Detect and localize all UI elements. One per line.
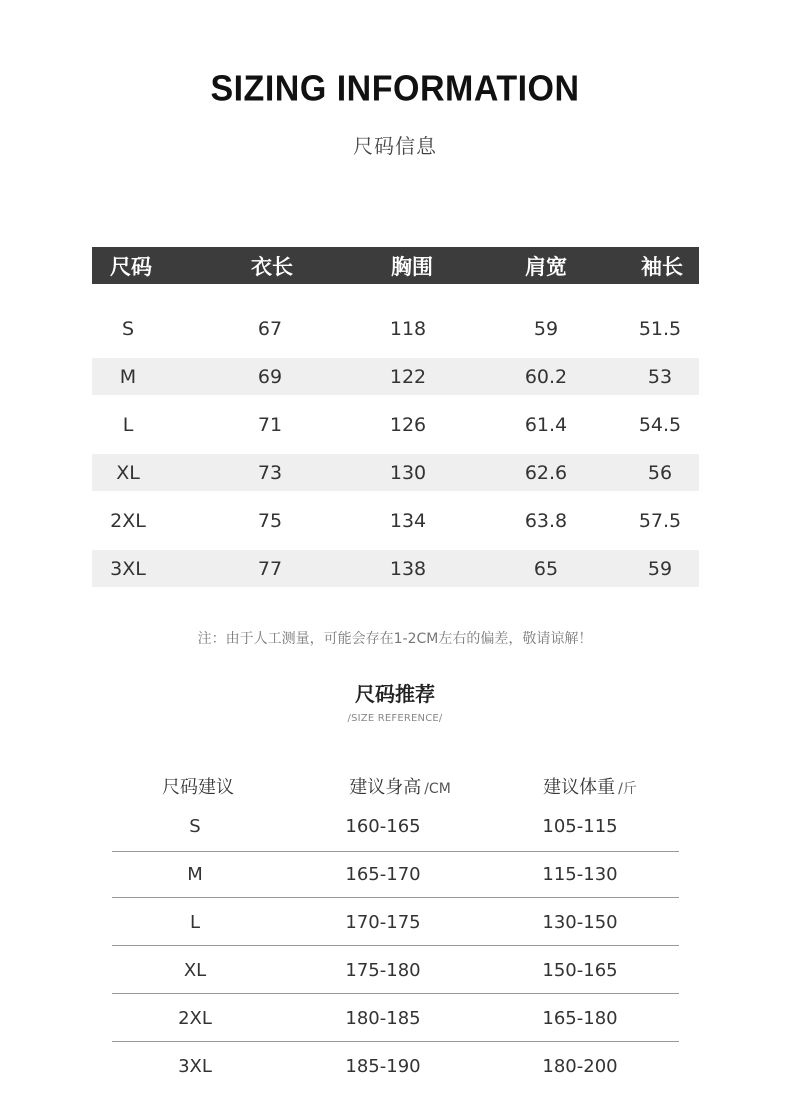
list-item [112,994,679,1042]
rec-cell-weight: 105-115 [542,815,618,837]
cell-chest: 130 [389,461,427,484]
page-title: SIZING INFORMATION [210,69,580,109]
rec-cell-height: 180-185 [345,1007,421,1029]
size-table [92,247,699,587]
rec-cell-weight: 115-130 [542,863,618,885]
rec-header-height [330,773,470,799]
cell-sleeve: 59 [647,557,673,580]
cell-length: 71 [257,413,283,436]
list-item [112,898,679,946]
rec-header-height-unit: /CM [424,781,451,797]
cell-shoulder: 59 [533,317,559,340]
cell-shoulder: 62.6 [524,461,568,484]
list-item [112,802,679,850]
cell-length: 77 [257,557,283,580]
cell-size: 2XL [110,509,146,532]
rec-cell-height: 175-180 [345,959,421,981]
cell-sleeve: 51.5 [638,317,682,340]
rec-cell-size: M [187,863,203,885]
cell-chest: 122 [389,365,427,388]
rec-cell-size: L [189,911,201,933]
rec-header-size-label: 尺码建议 [162,777,234,798]
rec-cell-weight: 165-180 [542,1007,618,1029]
rec-cell-size: S [189,815,201,837]
column-header-sleeve: 袖长 [641,254,683,279]
rec-cell-weight: 130-150 [542,911,618,933]
cell-size: 3XL [110,557,146,580]
recommendation-subtitle: /SIZE REFERENCE/ [347,713,443,724]
cell-length: 69 [257,365,283,388]
cell-chest: 134 [389,509,427,532]
cell-shoulder: 65 [533,557,559,580]
rec-cell-size: 2XL [178,1007,212,1029]
cell-sleeve: 53 [647,365,673,388]
recommendation-title: 尺码推荐 [355,682,435,706]
column-header-shoulder: 肩宽 [525,254,567,279]
rec-header-height-label: 建议身高 [349,777,422,798]
column-header-length: 衣长 [251,254,293,279]
rec-cell-size: XL [183,959,207,981]
cell-chest: 126 [389,413,427,436]
cell-size: L [122,413,134,436]
rec-cell-weight: 150-165 [542,959,618,981]
list-item [112,1042,679,1090]
list-item [112,850,679,898]
table-row [92,310,699,347]
column-header-chest: 胸围 [391,254,433,279]
table-row [92,502,699,539]
table-row [92,550,699,587]
cell-chest: 118 [389,317,427,340]
page-subtitle: 尺码信息 [353,134,437,158]
table-row [92,358,699,395]
cell-size: S [121,317,135,340]
rec-cell-height: 185-190 [345,1055,421,1077]
cell-sleeve: 57.5 [638,509,682,532]
cell-shoulder: 60.2 [524,365,568,388]
cell-length: 75 [257,509,283,532]
cell-chest: 138 [389,557,427,580]
size-table-header [92,247,699,284]
measurement-note: 注：由于人工测量，可能会存在1-2CM左右的偏差，敬请谅解！ [197,631,593,647]
cell-shoulder: 61.4 [524,413,568,436]
rec-cell-weight: 180-200 [542,1055,618,1077]
cell-size: M [119,365,137,388]
column-header-size: 尺码 [110,254,152,279]
table-row [92,454,699,491]
cell-shoulder: 63.8 [524,509,568,532]
cell-size: XL [116,461,140,484]
cell-length: 73 [257,461,283,484]
rec-header-size [148,773,248,799]
rec-header-weight [520,773,660,799]
rec-cell-height: 165-170 [345,863,421,885]
cell-sleeve: 54.5 [638,413,682,436]
rec-header-weight-label: 建议体重 [543,777,616,798]
rec-cell-height: 160-165 [345,815,421,837]
list-item [112,946,679,994]
cell-sleeve: 56 [647,461,673,484]
rec-header-weight-unit: /斤 [618,781,637,797]
cell-length: 67 [257,317,283,340]
table-row [92,406,699,443]
rec-cell-height: 170-175 [345,911,421,933]
rec-cell-size: 3XL [178,1055,212,1077]
